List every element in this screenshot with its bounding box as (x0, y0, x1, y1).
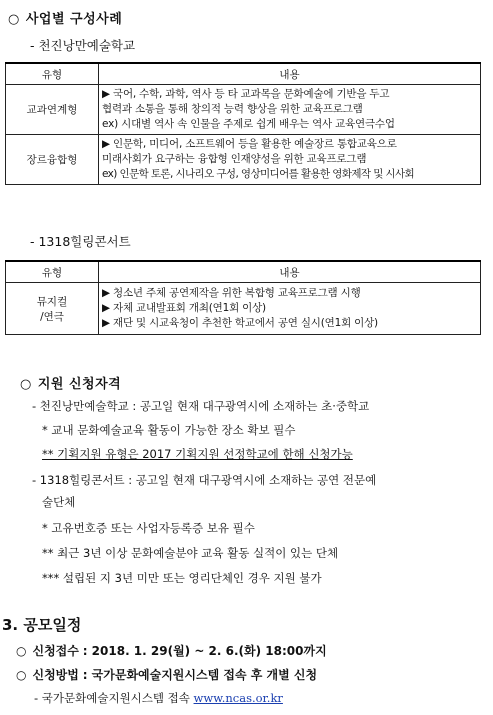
eligibility-item-8: *** 설립된 지 3년 미만 또는 영리단체인 경우 지원 불가 (42, 571, 322, 585)
circle-bullet-icon: ○ (16, 644, 27, 658)
table1-row1-line2: 협력과 소통을 통해 창의적 능력 향상을 위한 교육프로그램 (102, 103, 363, 115)
table2-header-row (6, 261, 481, 283)
table1-row2-line3: ex) 인문학 토론, 시나리오 구성, 영상미디어를 활용한 영화제작 및 시사회 (102, 168, 415, 180)
circle-bullet-icon: ○ (20, 377, 32, 392)
table-row (6, 283, 481, 335)
schedule-period (16, 642, 327, 659)
table2-row1-content (99, 283, 481, 335)
eligibility-heading (20, 373, 121, 392)
table1-row2-type: 장르융합형 (6, 135, 99, 185)
table1-col-type: 유형 (6, 63, 99, 85)
eligibility-item-3: ** 기획지원 유형은 2017 기획지원 선정학교에 한해 신청가능 (42, 447, 353, 461)
table1-row1-type: 교과연계형 (6, 85, 99, 135)
eligibility-heading-text: 지원 신청자격 (37, 377, 122, 392)
cases-table-1 (5, 62, 481, 185)
cases-heading (8, 8, 122, 27)
table2-row1-line2: ▶ 자체 교내발표회 개최(연1회 이상) (102, 302, 266, 314)
table2-row1-line1: ▶ 청소년 주체 공연제작을 위한 복합형 교육프로그램 시행 (102, 287, 361, 299)
eligibility-item-2: * 교내 문화예술교육 활동이 가능한 장소 확보 필수 (42, 423, 296, 437)
table-row (6, 85, 481, 135)
schedule-method (16, 666, 317, 683)
table2-row1-type (6, 283, 99, 335)
eligibility-item-7: ** 최근 3년 이상 문화예술분야 교육 활동 실적이 있는 단체 (42, 546, 339, 560)
table2-row1-line3: ▶ 재단 및 시교육청이 추천한 학교에서 공연 실시(연1회 이상) (102, 317, 378, 329)
method-value: : 국가문화예술지원시스템 접속 후 개별 신청 (82, 668, 318, 682)
table1-row1-content (99, 85, 481, 135)
table-row (6, 135, 481, 185)
eligibility-item-6: * 고유번호증 또는 사업자등록증 보유 필수 (42, 521, 255, 535)
schedule-site (34, 690, 283, 706)
table2-type-line1: 뮤지컬 (36, 295, 68, 308)
cases-heading-text: 사업별 구성사례 (25, 12, 123, 27)
table1-row2-line2: 미래사회가 요구하는 융합형 인재양성을 위한 교육프로그램 (102, 153, 367, 165)
method-label: 신청방법 (32, 668, 79, 682)
table2-type-line2: /연극 (40, 310, 64, 323)
cases-table-2 (5, 260, 481, 335)
table1-col-content: 내용 (99, 63, 481, 85)
program1-title: - 천진낭만예술학교 (30, 38, 136, 53)
eligibility-item-4: - 1318힐링콘서트 : 공고일 현재 대구광역시에 소재하는 공연 전문예 (32, 473, 377, 487)
table1-row1-line3: ex) 시대별 역사 속 인물을 주제로 쉽게 배우는 역사 교육연극수업 (102, 118, 395, 130)
table2-col-content: 내용 (99, 261, 481, 283)
period-value: : 2018. 1. 29(월) ~ 2. 6.(화) 18:00까지 (82, 644, 327, 658)
eligibility-item-1: - 천진낭만예술학교 : 공고일 현재 대구광역시에 소재하는 초·중학교 (32, 399, 370, 413)
table1-row2-line1: ▶ 인문학, 미디어, 소프트웨어 등을 활용한 예술장르 통합교육으로 (102, 138, 397, 150)
table2-col-type: 유형 (6, 261, 99, 283)
eligibility-item-5: 술단체 (42, 495, 76, 509)
program2-title: - 1318힐링콘서트 (30, 234, 131, 249)
site-link[interactable]: www.ncas.or.kr (193, 691, 283, 705)
site-text: - 국가문화예술지원시스템 접속 (34, 691, 190, 705)
table1-row2-content (99, 135, 481, 185)
table1-header-row (6, 63, 481, 85)
circle-bullet-icon: ○ (8, 12, 20, 27)
period-label: 신청접수 (32, 644, 79, 658)
schedule-heading: 3. 공모일정 (2, 616, 82, 634)
table1-row1-line1: ▶ 국어, 수학, 과학, 역사 등 타 교과목을 문화예술에 기반을 두고 (102, 88, 390, 100)
circle-bullet-icon: ○ (16, 668, 27, 682)
